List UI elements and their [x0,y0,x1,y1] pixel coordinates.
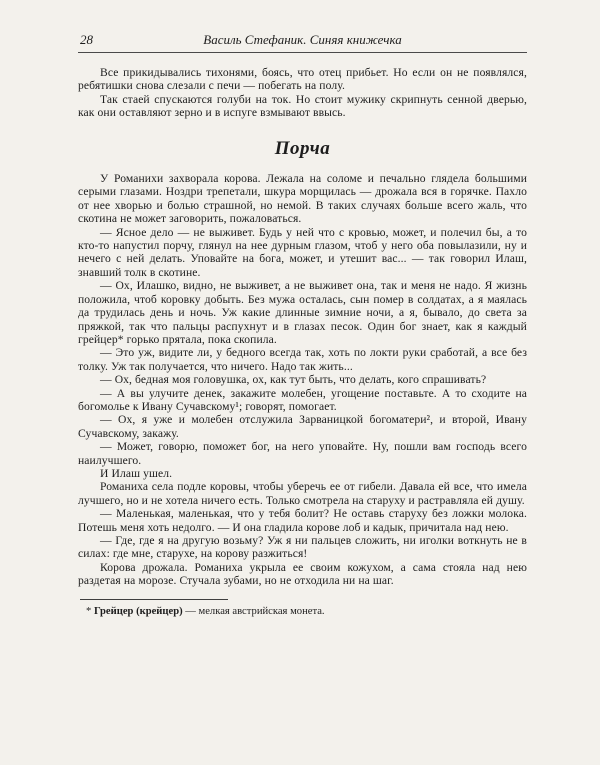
paragraph: — Ясное дело — не выживет. Будь у ней что с кровью, может, и полечил бы, а то кто-то напустил порчу, глянул на нее дурным глазом, чтоб у него оба повылазили, ну и нечего с ней делать. Уповайте на бога, может, и утешит вас... — так говорил Илаш, знавший толк в скотине. [78,225,527,279]
footnote-term: Грейцер (крейцер) [93,605,183,617]
paragraph: — Маленькая, маленькая, что у тебя болит? Не оставь старуху без ложки молока. Потешь меня хоть недолго. — И она гладила корове лоб и кадык, причитала над нею. [78,507,527,534]
paragraph: Корова дрожала. Романиха укрыла ее своим кожухом, а сама стояла над нею раздетая на морозе. Стучала зубами, но не отходила ни на шаг. [78,560,527,588]
paragraph: И Илаш ушел. [100,466,173,480]
paragraph: — Где, где я на другую возьму? Уж я ни пальцев сложить, ни иголки воткнуть не в силах: где мне, старухе, на корову разжиться! [78,534,527,561]
paragraph: — Это уж, видите ли, у бедного всегда так, хоть по локти руки сработай, а все без толку. Уж так получается, что ничего. Надо так жить... [78,346,527,373]
paragraph: У Романихи захворала корова. Лежала на соломе и печально глядела большими серыми глазами. Ноздри трепетали, шкура морщилась — дрожала вся в горячке. Пахло от нее хворью и болью страшной, но немой. В таких случаях больше всего жаль, что скотина не может заговорить, пожаловаться. [78,172,527,226]
paragraph: Так стаей спускаются голуби на ток. Но стоит мужику скрипнуть сенной дверью, как они оставляют зерно и в испуге взмывают ввысь. [78,92,527,120]
footnote [78,605,527,618]
footnote-block [78,599,527,618]
story-title: Порча [274,137,331,159]
header-rule [78,52,527,53]
paragraph: — А вы улучите денек, закажите молебен, угощение поставьте. А то сходите на богомолье к Ивану Сучавскому¹; говорят, помогает. [78,386,527,413]
page-number: 28 [80,32,93,47]
footnote-text: — мелкая австрийская монета. [182,605,325,617]
paragraph: — Ох, я уже и молебен отслужила Зарваницкой богоматери², и второй, Ивану Сучавскому, закажу. [78,413,527,440]
paragraph: Романиха села подле коровы, чтобы уберечь ее от гибели. Давала ей все, что имела лучшего, но и не хотела ничего есть. Только смотрела на старуху и растравляла ей душу. [78,480,527,507]
running-title: Василь Стефаник. Синяя книжечка [203,32,402,47]
footnote-marker: * [86,605,94,617]
page-header [78,32,527,49]
paragraph: — Ох, Илашко, видно, не выживет, а не выживет она, так и меня не надо. Я жизнь положила, чтоб коровку добыть. Без мужа осталась, сын помер в солдатах, а я маялась да трудилась день и ночь. Уж какие длинные зимние ночи, а я, бывало, до света за пряжкой, так что пальцы распухнут и в глазах песок. Один бог знает, как я каждый грейцер* горько прятала, пока скопила. [78,279,527,346]
paragraph: — Ох, бедная моя головушка, ох, как тут быть, что делать, кого спрашивать? [100,373,487,387]
paragraph: — Может, говорю, поможет бог, на него уповайте. Ну, пошли вам господь всего наилучшего. [78,440,527,467]
footnote-rule [80,599,228,600]
paragraph: Все прикидывались тихонями, боясь, что отец прибьет. Но если он не появлялся, ребятишки снова слезали с печи — побегать на полу. [78,66,527,93]
text-block [78,66,527,588]
